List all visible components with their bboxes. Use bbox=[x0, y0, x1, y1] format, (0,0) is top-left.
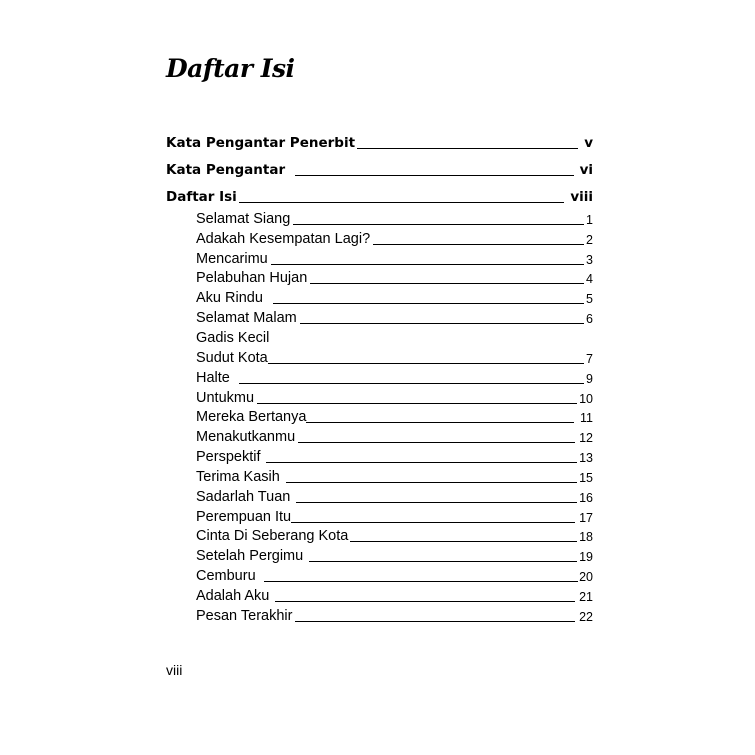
leader-line bbox=[293, 224, 584, 225]
toc-entry-page: vi bbox=[579, 162, 593, 178]
page-title: Daftar Isi bbox=[166, 54, 295, 83]
leader-line bbox=[266, 462, 577, 463]
toc-subentry-page: 22 bbox=[579, 610, 593, 624]
toc-entry-label: Kata Pengantar bbox=[166, 162, 286, 178]
toc-entry-kata-pengantar-penerbit[interactable] bbox=[166, 131, 593, 151]
toc-subentry-label: Sadarlah Tuan bbox=[196, 489, 291, 505]
toc-subentry-label: Mencarimu bbox=[196, 251, 268, 267]
toc-subentry-label: Perspektif bbox=[196, 449, 261, 465]
toc-entry-kata-pengantar[interactable] bbox=[166, 158, 593, 178]
toc-subentry-label: Adakah Kesempatan Lagi? bbox=[196, 231, 371, 247]
toc-subentry-label: Setelah Pergimu bbox=[196, 548, 304, 564]
toc-subentry-page: 16 bbox=[579, 491, 593, 505]
toc-subentry-page: 9 bbox=[586, 372, 593, 386]
toc-subentry[interactable] bbox=[196, 566, 593, 584]
leader-line bbox=[271, 264, 584, 265]
toc-subentry[interactable] bbox=[196, 348, 593, 366]
toc-subentry[interactable] bbox=[196, 487, 593, 505]
toc-subentry-label: Halte bbox=[196, 370, 230, 386]
toc-subentry-page: 5 bbox=[586, 292, 593, 306]
toc-subentry-label: Selamat Siang bbox=[196, 211, 291, 227]
toc-subentry-label: Mereka Bertanya bbox=[196, 409, 307, 425]
toc-subentry[interactable] bbox=[196, 546, 593, 564]
toc-subentry-label: Aku Rindu bbox=[196, 290, 263, 306]
leader-line bbox=[273, 303, 584, 304]
toc-subentry-page: 19 bbox=[579, 550, 593, 564]
leader-line bbox=[295, 175, 573, 176]
toc-subentry[interactable] bbox=[196, 288, 593, 306]
toc-subentry[interactable] bbox=[196, 427, 593, 445]
toc-subentry[interactable] bbox=[196, 368, 593, 386]
leader-line bbox=[291, 522, 575, 523]
toc-subentry-page: 15 bbox=[579, 471, 593, 485]
toc-subentry-page: 2 bbox=[586, 233, 593, 247]
toc-subentry-label: Cinta Di Seberang Kota bbox=[196, 528, 349, 544]
leader-line bbox=[309, 561, 577, 562]
leader-line bbox=[300, 323, 584, 324]
toc-subentry[interactable] bbox=[196, 209, 593, 227]
toc-subentry[interactable] bbox=[196, 328, 593, 346]
toc-subentry-label: Untukmu bbox=[196, 390, 255, 406]
toc-subentry-page: 4 bbox=[586, 272, 593, 286]
toc-subentry-page: 12 bbox=[579, 431, 593, 445]
leader-line bbox=[306, 422, 574, 423]
toc-subentry-label: Adalah Aku bbox=[196, 588, 270, 604]
toc-subentry-page: 7 bbox=[586, 352, 593, 366]
toc-subentry-page: 11 bbox=[580, 411, 593, 425]
toc-subentry-page: 18 bbox=[579, 530, 593, 544]
toc-subentry-page: 20 bbox=[579, 570, 593, 584]
leader-line bbox=[357, 148, 578, 149]
toc-subentry[interactable] bbox=[196, 308, 593, 326]
toc-subentry-label: Pesan Terakhir bbox=[196, 608, 293, 624]
leader-line bbox=[310, 283, 584, 284]
toc-subentry-page: 13 bbox=[579, 451, 593, 465]
toc-subentry-label: Perempuan Itu bbox=[196, 509, 292, 525]
leader-line bbox=[373, 244, 584, 245]
leader-line bbox=[350, 541, 577, 542]
toc-subentry[interactable] bbox=[196, 268, 593, 286]
toc-subentry-label: Cemburu bbox=[196, 568, 256, 584]
leader-line bbox=[275, 601, 575, 602]
toc-entry-label: Kata Pengantar Penerbit bbox=[166, 135, 356, 151]
toc-subentry-label: Pelabuhan Hujan bbox=[196, 270, 308, 286]
toc-subentry-label: Terima Kasih bbox=[196, 469, 280, 485]
footer-page-number: viii bbox=[166, 662, 183, 678]
leader-line bbox=[239, 202, 565, 203]
toc-subentry-page: 17 bbox=[579, 511, 593, 525]
toc-subentry-page: 1 bbox=[586, 213, 593, 227]
leader-line bbox=[264, 581, 578, 582]
toc-subentry[interactable] bbox=[196, 507, 593, 525]
toc-subentry-label: Sudut Kota bbox=[196, 350, 268, 366]
toc-subentry[interactable] bbox=[196, 526, 593, 544]
toc-subentry-page: 10 bbox=[579, 392, 593, 406]
leader-line bbox=[295, 621, 575, 622]
leader-line bbox=[286, 482, 577, 483]
toc-subentry[interactable] bbox=[196, 407, 593, 425]
toc-subentry[interactable] bbox=[196, 388, 593, 406]
toc-subentry[interactable] bbox=[196, 447, 593, 465]
toc-subentry-label: Gadis Kecil bbox=[196, 330, 270, 346]
leader-line bbox=[296, 502, 577, 503]
toc-subentry-page: 3 bbox=[586, 253, 593, 267]
toc-entry-daftar-isi[interactable] bbox=[166, 185, 593, 205]
toc-entry-page: viii bbox=[570, 189, 593, 205]
toc-subentry-page: 21 bbox=[579, 590, 593, 604]
toc-subentry-label: Selamat Malam bbox=[196, 310, 297, 326]
toc-subentry[interactable] bbox=[196, 586, 593, 604]
toc-subentry[interactable] bbox=[196, 606, 593, 624]
toc-entry-page: v bbox=[584, 135, 593, 151]
toc-entry-label: Daftar Isi bbox=[166, 189, 237, 205]
leader-line bbox=[298, 442, 575, 443]
toc-subentry[interactable] bbox=[196, 249, 593, 267]
toc-subentry-page: 6 bbox=[586, 312, 593, 326]
leader-line bbox=[257, 403, 577, 404]
toc-subentry[interactable] bbox=[196, 229, 593, 247]
leader-line bbox=[268, 363, 584, 364]
leader-line bbox=[239, 383, 584, 384]
toc-subentry-label: Menakutkanmu bbox=[196, 429, 296, 445]
toc-subentry[interactable] bbox=[196, 467, 593, 485]
